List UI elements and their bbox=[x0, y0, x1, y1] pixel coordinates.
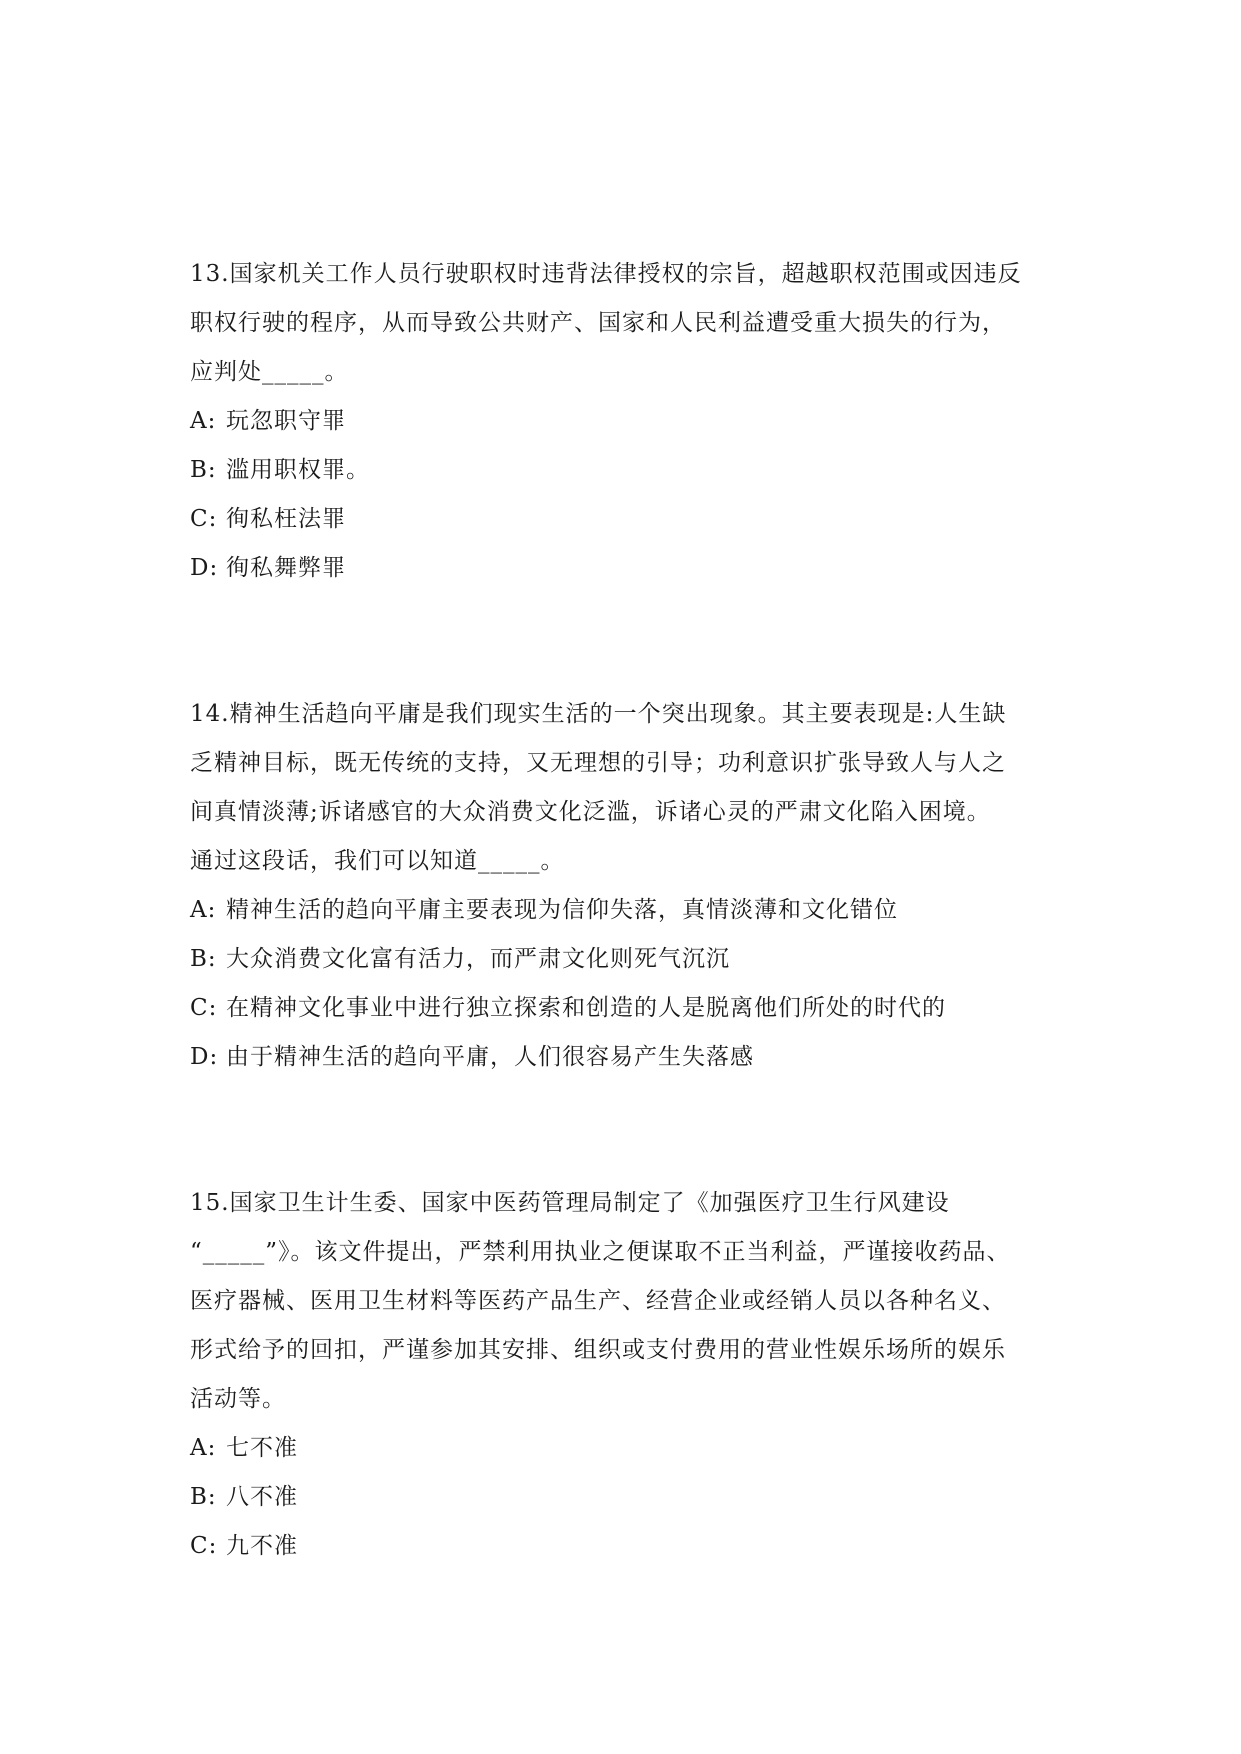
option-text: 八不准 bbox=[226, 1484, 298, 1510]
option-key: C: bbox=[190, 1533, 218, 1559]
stem-line: 形式给予的回扣，严谨参加其安排、组织或支付费用的营业性娱乐场所的娱乐 bbox=[190, 1337, 1006, 1363]
option-text: 玩忽职守罪 bbox=[226, 408, 346, 434]
question-14 bbox=[190, 690, 1060, 1082]
option-text: 徇私舞弊罪 bbox=[226, 555, 346, 581]
option-key: C: bbox=[190, 506, 218, 532]
question-13 bbox=[190, 250, 1060, 593]
option-b bbox=[190, 1473, 1060, 1522]
option-c bbox=[190, 1522, 1060, 1571]
stem-line: 医疗器械、医用卫生材料等医药产品生产、经营企业或经销人员以各种名义、 bbox=[190, 1288, 1006, 1314]
question-number: 15. bbox=[190, 1190, 230, 1216]
option-text: 由于精神生活的趋向平庸，人们很容易产生失落感 bbox=[226, 1044, 754, 1070]
option-text: 七不准 bbox=[226, 1435, 298, 1461]
stem-line: 13.国家机关工作人员行驶职权时违背法律授权的宗旨，超越职权范围或因违反 bbox=[190, 261, 1022, 287]
stem-line: 应判处_____。 bbox=[190, 359, 349, 385]
option-d bbox=[190, 1033, 1060, 1082]
option-key: A: bbox=[190, 1435, 217, 1461]
question-15 bbox=[190, 1179, 1060, 1571]
option-text: 滥用职权罪。 bbox=[226, 457, 370, 483]
option-c bbox=[190, 984, 1060, 1033]
option-c bbox=[190, 495, 1060, 544]
question-stem bbox=[190, 690, 1060, 886]
question-number: 14. bbox=[190, 701, 230, 727]
option-b bbox=[190, 446, 1060, 495]
stem-line: 15.国家卫生计生委、国家中医药管理局制定了《加强医疗卫生行风建设 bbox=[190, 1190, 950, 1216]
option-text: 大众消费文化富有活力，而严肃文化则死气沉沉 bbox=[226, 946, 730, 972]
stem-line: 通过这段话，我们可以知道_____。 bbox=[190, 848, 565, 874]
option-d bbox=[190, 544, 1060, 593]
option-key: C: bbox=[190, 995, 218, 1021]
option-key: B: bbox=[190, 946, 217, 972]
option-text: 精神生活的趋向平庸主要表现为信仰失落，真情淡薄和文化错位 bbox=[226, 897, 898, 923]
option-b bbox=[190, 935, 1060, 984]
option-key: A: bbox=[190, 408, 217, 434]
option-text: 在精神文化事业中进行独立探索和创造的人是脱离他们所处的时代的 bbox=[226, 995, 946, 1021]
stem-line: 14.精神生活趋向平庸是我们现实生活的一个突出现象。其主要表现是:人生缺 bbox=[190, 701, 1007, 727]
option-a bbox=[190, 397, 1060, 446]
stem-line: 乏精神目标，既无传统的支持，又无理想的引导；功利意识扩张导致人与人之 bbox=[190, 750, 1006, 776]
option-key: B: bbox=[190, 457, 217, 483]
stem-line: 活动等。 bbox=[190, 1386, 286, 1412]
stem-line: 间真情淡薄;诉诸感官的大众消费文化泛滥，诉诸心灵的严肃文化陷入困境。 bbox=[190, 799, 991, 825]
option-key: D: bbox=[190, 1044, 219, 1070]
option-a bbox=[190, 1424, 1060, 1473]
option-key: D: bbox=[190, 555, 219, 581]
option-key: B: bbox=[190, 1484, 217, 1510]
option-text: 徇私枉法罪 bbox=[226, 506, 346, 532]
stem-line: 职权行驶的程序，从而导致公共财产、国家和人民利益遭受重大损失的行为， bbox=[190, 310, 1006, 336]
question-stem bbox=[190, 250, 1060, 397]
question-stem bbox=[190, 1179, 1060, 1424]
stem-line: “_____”》。该文件提出，严禁利用执业之便谋取不正当利益，严谨接收药品、 bbox=[190, 1239, 1011, 1265]
option-key: A: bbox=[190, 897, 217, 923]
question-number: 13. bbox=[190, 261, 230, 287]
option-a bbox=[190, 886, 1060, 935]
option-text: 九不准 bbox=[226, 1533, 298, 1559]
